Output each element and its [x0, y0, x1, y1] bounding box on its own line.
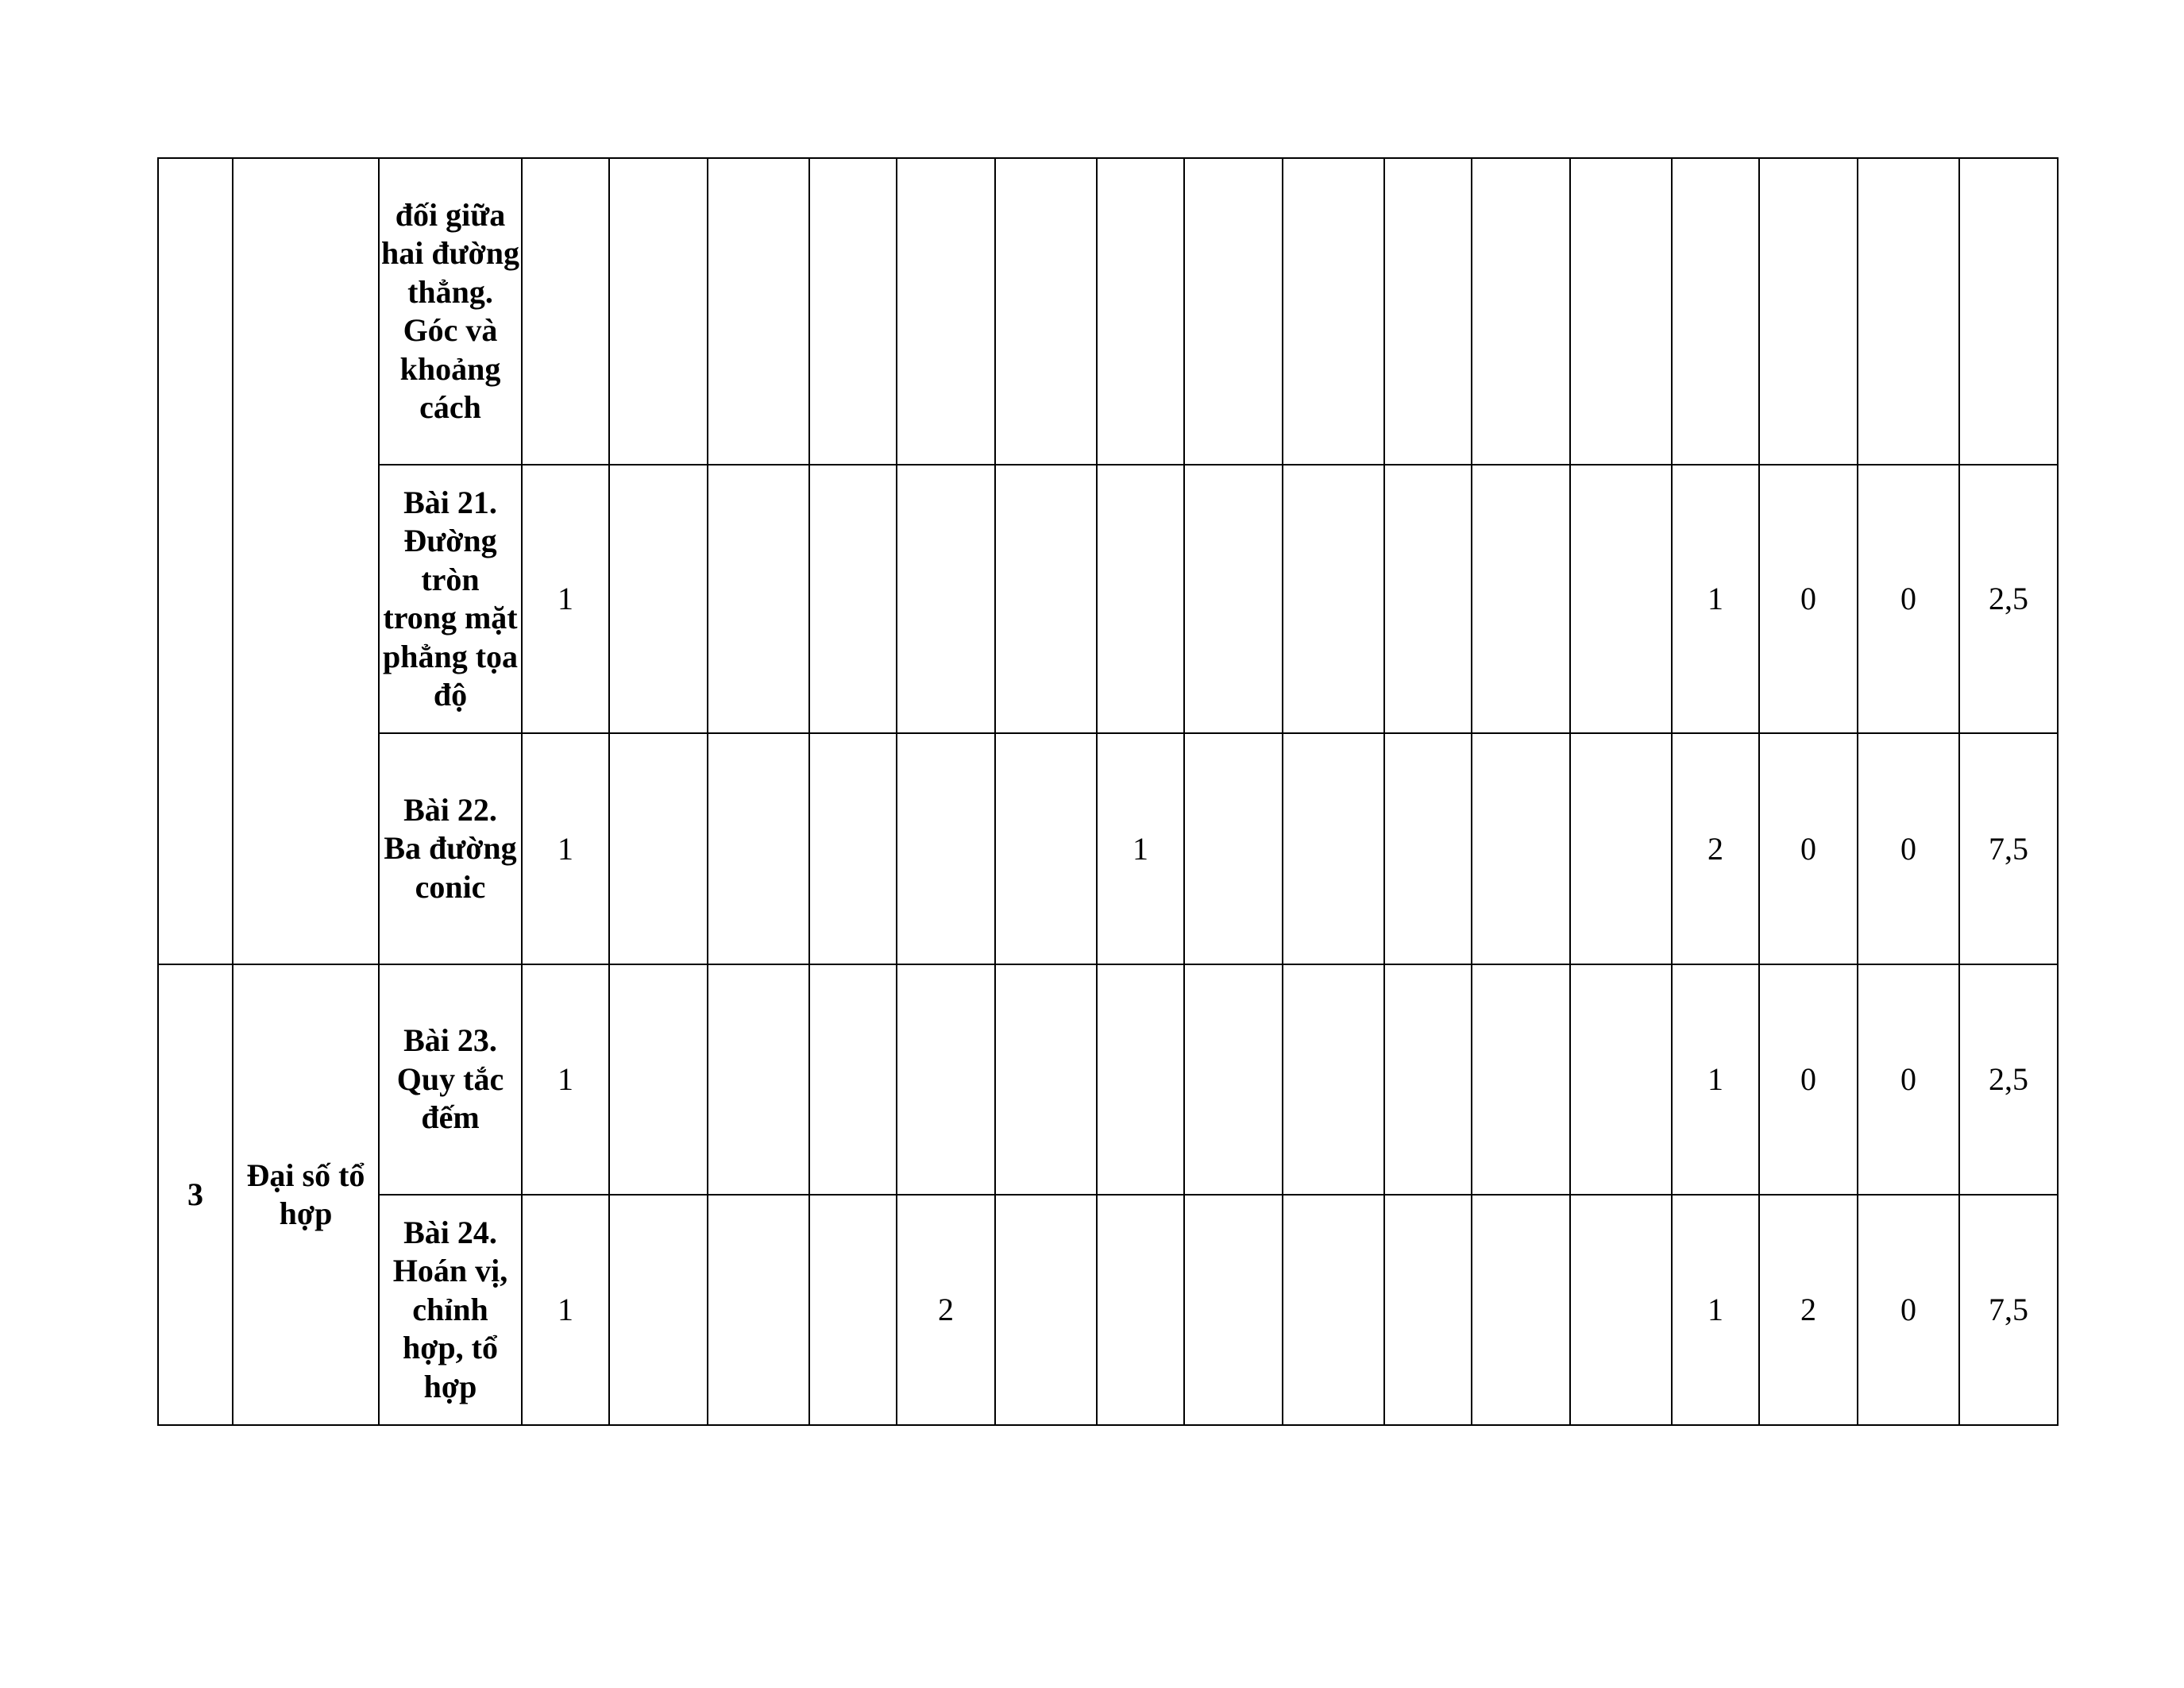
count-cell — [1097, 1195, 1184, 1425]
count-cell — [1283, 1195, 1384, 1425]
count-cell — [1097, 964, 1184, 1195]
count-cell — [1097, 158, 1184, 465]
count-cell — [1283, 733, 1384, 964]
count-cell — [609, 465, 708, 733]
total-cell: 1 — [1672, 964, 1759, 1195]
count-cell — [1384, 1195, 1472, 1425]
count-cell — [1384, 158, 1472, 465]
count-cell — [809, 733, 897, 964]
count-cell — [708, 733, 809, 964]
table-row — [158, 465, 2058, 733]
total-cell: 2 — [1759, 1195, 1858, 1425]
count-cell — [995, 158, 1097, 465]
lesson-cell: Bài 22. Ba đường conic — [379, 733, 522, 964]
count-cell — [1184, 964, 1283, 1195]
table-row — [158, 1195, 2058, 1425]
count-cell: 1 — [522, 733, 609, 964]
table-row — [158, 733, 2058, 964]
count-cell — [609, 1195, 708, 1425]
count-cell — [1384, 964, 1472, 1195]
count-cell — [1283, 465, 1384, 733]
count-cell — [995, 465, 1097, 733]
count-cell — [1472, 465, 1570, 733]
score-cell: 2,5 — [1959, 465, 2058, 733]
count-cell — [1384, 733, 1472, 964]
count-cell — [1472, 1195, 1570, 1425]
score-cell: 7,5 — [1959, 733, 2058, 964]
count-cell — [1472, 158, 1570, 465]
chapter-number-cell: 3 — [158, 964, 233, 1425]
count-cell — [1097, 465, 1184, 733]
count-cell — [1384, 465, 1472, 733]
total-cell — [1858, 158, 1959, 465]
count-cell — [609, 964, 708, 1195]
total-cell — [1672, 158, 1759, 465]
score-cell: 7,5 — [1959, 1195, 2058, 1425]
total-cell — [1759, 158, 1858, 465]
count-cell — [1184, 158, 1283, 465]
count-cell — [1570, 964, 1672, 1195]
count-cell — [708, 1195, 809, 1425]
chapter-number-cell — [158, 158, 233, 964]
count-cell — [1472, 733, 1570, 964]
count-cell — [1184, 733, 1283, 964]
table-row — [158, 158, 2058, 465]
count-cell — [1283, 158, 1384, 465]
lesson-cell: Bài 21. Đường tròn trong mặt phẳng tọa độ — [379, 465, 522, 733]
lesson-cell: Bài 24. Hoán vị, chỉnh hợp, tổ hợp — [379, 1195, 522, 1425]
count-cell — [995, 733, 1097, 964]
count-cell — [708, 465, 809, 733]
count-cell — [1570, 465, 1672, 733]
table-row — [158, 964, 2058, 1195]
count-cell — [1283, 964, 1384, 1195]
assessment-matrix-table — [157, 157, 2059, 1426]
count-cell — [609, 158, 708, 465]
total-cell: 0 — [1858, 1195, 1959, 1425]
total-cell: 1 — [1672, 465, 1759, 733]
total-cell: 0 — [1858, 964, 1959, 1195]
chapter-name-cell — [233, 158, 379, 964]
total-cell: 0 — [1858, 465, 1959, 733]
total-cell: 0 — [1858, 733, 1959, 964]
count-cell — [1570, 1195, 1672, 1425]
count-cell — [995, 1195, 1097, 1425]
count-cell: 2 — [897, 1195, 995, 1425]
count-cell — [1570, 158, 1672, 465]
total-cell: 0 — [1759, 465, 1858, 733]
count-cell — [1184, 465, 1283, 733]
total-cell: 1 — [1672, 1195, 1759, 1425]
count-cell — [708, 964, 809, 1195]
score-cell: 2,5 — [1959, 964, 2058, 1195]
count-cell — [897, 465, 995, 733]
count-cell — [1184, 1195, 1283, 1425]
count-cell — [809, 158, 897, 465]
score-cell — [1959, 158, 2058, 465]
lesson-cell: đối giữa hai đường thẳng. Góc và khoảng cách — [379, 158, 522, 465]
count-cell: 1 — [522, 964, 609, 1195]
total-cell: 0 — [1759, 964, 1858, 1195]
count-cell — [897, 733, 995, 964]
count-cell — [897, 964, 995, 1195]
count-cell — [809, 465, 897, 733]
count-cell — [809, 964, 897, 1195]
count-cell — [708, 158, 809, 465]
count-cell — [995, 964, 1097, 1195]
count-cell — [1472, 964, 1570, 1195]
lesson-cell: Bài 23. Quy tắc đếm — [379, 964, 522, 1195]
count-cell — [897, 158, 995, 465]
count-cell — [609, 733, 708, 964]
count-cell — [522, 158, 609, 465]
count-cell — [1570, 733, 1672, 964]
count-cell — [809, 1195, 897, 1425]
total-cell: 2 — [1672, 733, 1759, 964]
count-cell: 1 — [522, 465, 609, 733]
count-cell: 1 — [1097, 733, 1184, 964]
total-cell: 0 — [1759, 733, 1858, 964]
chapter-name-cell: Đại số tổ hợp — [233, 964, 379, 1425]
count-cell: 1 — [522, 1195, 609, 1425]
